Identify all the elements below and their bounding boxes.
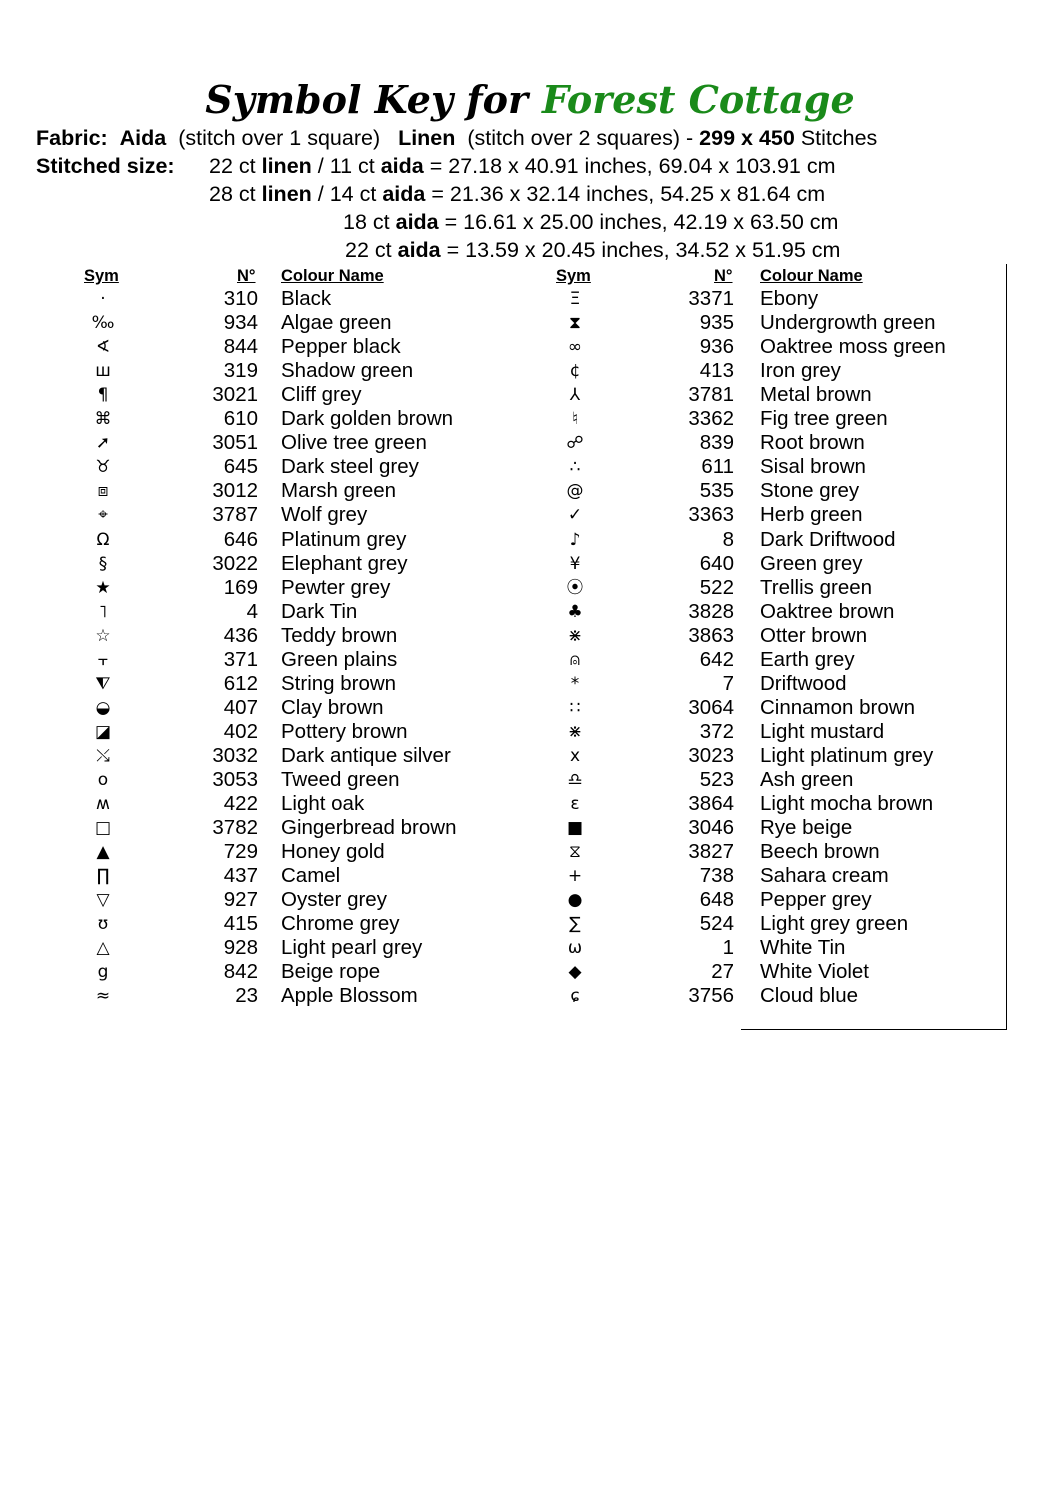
thread-number: 738	[699, 864, 734, 888]
stitch-symbol: ⫟	[97, 649, 109, 670]
colour-name: Earth grey	[760, 647, 855, 671]
thread-number: 319	[223, 359, 258, 383]
left-header-num: N°	[237, 267, 256, 285]
stitch-symbol: ¢	[569, 361, 581, 382]
colour-name: String brown	[281, 671, 397, 695]
colour-name: Dark Tin	[281, 599, 358, 623]
thread-number: 310	[223, 287, 258, 310]
thread-number: 936	[699, 335, 734, 359]
stitch-symbol: ⧖	[569, 842, 581, 863]
thread-number: 3021	[212, 383, 258, 407]
colour-name: Rye beige	[760, 816, 853, 840]
table-right-border	[1006, 264, 1007, 1030]
colour-name: Camel	[281, 864, 341, 888]
colour-name: Fig tree green	[760, 407, 888, 431]
stitch-symbol: ∞	[567, 337, 583, 358]
stitch-symbol: ⌖	[98, 505, 108, 526]
fabric-label: Fabric:	[36, 126, 108, 150]
thread-number: 3828	[688, 599, 734, 623]
colour-name: Otter brown	[760, 623, 868, 647]
thread-number: 3046	[688, 816, 734, 840]
thread-number: 3053	[212, 768, 258, 791]
left-header-sym: Sym	[84, 267, 119, 285]
stitch-symbol: ♎	[567, 770, 583, 790]
colour-name: Iron grey	[760, 359, 841, 383]
colour-name: Dark Driftwood	[760, 527, 896, 551]
thread-number: 1	[722, 936, 734, 960]
thread-number: 3032	[212, 743, 258, 767]
stitch-symbol: ◪	[94, 721, 112, 742]
left-header-name: Colour Name	[281, 267, 384, 285]
colour-name: Metal brown	[760, 383, 872, 407]
stitch-symbol: ✓	[567, 505, 583, 526]
colour-name: White Tin	[760, 936, 846, 960]
thread-number: 535	[699, 479, 734, 503]
pattern-name: Forest Cottage	[542, 77, 855, 122]
stitch-symbol: ∴	[569, 457, 581, 478]
colour-name: Light platinum grey	[760, 743, 934, 767]
colour-name: Light oak	[281, 792, 365, 816]
stitch-count: 299 x 450	[699, 126, 795, 150]
colour-name: Honey gold	[281, 840, 385, 864]
stitch-symbol: ∷	[569, 697, 581, 718]
thread-number: 648	[699, 888, 734, 912]
thread-number: 372	[699, 719, 734, 743]
thread-number: 3864	[688, 792, 734, 816]
stitch-symbol: §	[98, 553, 108, 574]
colour-name: Light mustard	[760, 719, 885, 743]
colour-name: Tweed green	[281, 768, 400, 791]
stitch-symbol: ⦿	[566, 577, 584, 598]
colour-name: Light pearl grey	[281, 936, 423, 960]
stitch-symbol: △	[96, 938, 110, 959]
thread-number: 612	[223, 671, 258, 695]
thread-number: 729	[223, 840, 258, 864]
colour-name: Chrome grey	[281, 912, 400, 936]
stitch-symbol: Ξ	[569, 289, 581, 309]
thread-number: 610	[223, 407, 258, 431]
stitch-symbol: ⍝	[569, 649, 581, 670]
thread-number: 3782	[212, 816, 258, 840]
colour-name: Beech brown	[760, 840, 880, 864]
page-title	[0, 74, 1060, 126]
stitch-symbol: ⧨	[95, 673, 111, 694]
colour-name: Root brown	[760, 431, 865, 455]
stitch-symbol: ■	[566, 818, 584, 839]
stitch-symbol: ☆	[95, 625, 111, 646]
stitch-symbol: ⋇	[567, 721, 583, 742]
stitch-symbol: g	[97, 962, 109, 983]
fabric-linen: Linen	[398, 126, 456, 150]
stitch-symbol: ш	[95, 361, 111, 382]
stitch-symbol: ●	[567, 890, 583, 911]
colour-name: Light grey green	[760, 912, 909, 936]
thread-number: 3023	[688, 743, 734, 767]
thread-number: 645	[223, 455, 258, 479]
colour-name: Oyster grey	[281, 888, 387, 912]
thread-number: 642	[699, 647, 734, 671]
thread-number: 928	[223, 936, 258, 960]
colour-name: Wolf grey	[281, 503, 368, 527]
colour-name: Cinnamon brown	[760, 695, 915, 719]
stitch-symbol: ·	[100, 289, 106, 309]
thread-number: 437	[223, 864, 258, 888]
colour-name: Dark antique silver	[281, 743, 451, 767]
thread-number: 4	[246, 599, 258, 623]
thread-number: 8	[722, 527, 734, 551]
colour-name: Clay brown	[281, 695, 384, 719]
thread-number: 927	[223, 888, 258, 912]
right-header-name: Colour Name	[760, 267, 863, 285]
colour-name: Olive tree green	[281, 431, 427, 455]
stitch-symbol: ♪	[569, 529, 581, 550]
stitched-size-line-2: 28 ct linen / 14 ct aida = 21.36 x 32.14 inches, 54.25 x 81.64 cm	[209, 182, 826, 206]
colour-name: Green grey	[760, 551, 863, 575]
thread-number: 935	[699, 311, 734, 335]
colour-name: Elephant grey	[281, 551, 408, 575]
colour-name: Driftwood	[760, 671, 847, 695]
stitch-symbol: ‰	[91, 313, 115, 334]
stitch-word: Stitches	[800, 126, 878, 150]
stitch-symbol: ♣	[567, 601, 583, 622]
colour-name: Pepper black	[281, 335, 401, 359]
colour-name: Stone grey	[760, 479, 860, 503]
colour-name: Green plains	[281, 647, 398, 671]
thread-number: 640	[699, 551, 734, 575]
stitch-symbol: ☍	[566, 433, 584, 454]
stitched-size-label: Stitched size:	[36, 154, 175, 178]
stitch-symbol: ▽	[96, 890, 110, 911]
colour-name: Cliff grey	[281, 383, 362, 407]
thread-number: 3051	[212, 431, 258, 455]
colour-name: Cloud blue	[760, 984, 859, 1008]
thread-number: 3363	[688, 503, 734, 527]
thread-number: 402	[223, 719, 258, 743]
colour-name: Pottery brown	[281, 719, 408, 743]
stitch-symbol: ∢	[95, 337, 111, 358]
colour-name: Black	[281, 287, 332, 310]
stitch-symbol: ≈	[95, 986, 111, 1007]
thread-number: 27	[711, 960, 734, 984]
stitch-symbol: ♉	[95, 457, 111, 478]
stitch-symbol: ¥	[569, 553, 581, 574]
colour-name: Pewter grey	[281, 575, 391, 599]
thread-number: 3022	[212, 551, 258, 575]
stitch-symbol: ⤯	[96, 745, 110, 766]
colour-name: Algae green	[281, 311, 392, 335]
thread-number: 23	[235, 984, 258, 1008]
thread-number: 3827	[688, 840, 734, 864]
fabric-aida: Aida	[119, 126, 167, 150]
stitch-symbol: ∑	[569, 914, 581, 935]
colour-name: Oaktree moss green	[760, 335, 946, 359]
stitch-symbol: ⧈	[97, 481, 109, 502]
colour-name: Trellis green	[760, 575, 873, 599]
colour-name: White Violet	[760, 960, 870, 984]
stitch-symbol: ɕ	[570, 986, 580, 1007]
stitch-symbol: ⌘	[94, 409, 112, 430]
thread-number: 7	[722, 671, 734, 695]
colour-name: Shadow green	[281, 359, 414, 383]
stitch-symbol: ˥	[98, 601, 108, 622]
colour-name: Apple Blossom	[281, 984, 418, 1008]
thread-number: 422	[223, 792, 258, 816]
thread-number: 3756	[688, 984, 734, 1008]
thread-number: 413	[699, 359, 734, 383]
right-header-sym: Sym	[556, 267, 591, 285]
stitch-symbol: ⋇	[567, 625, 583, 646]
stitch-symbol: ▲	[96, 842, 110, 863]
thread-number: 842	[223, 960, 258, 984]
stitched-size-line-3: 18 ct aida = 16.61 x 25.00 inches, 42.19 x 63.50 cm	[343, 210, 839, 234]
thread-number: 839	[699, 431, 734, 455]
thread-number: 415	[223, 912, 258, 936]
colour-name: Herb green	[760, 503, 863, 527]
colour-name: Ash green	[760, 768, 854, 791]
colour-name: Platinum grey	[281, 527, 407, 551]
colour-name: Marsh green	[281, 479, 397, 503]
thread-number: 3787	[212, 503, 258, 527]
thread-number: 3064	[688, 695, 734, 719]
thread-number: 844	[223, 335, 258, 359]
stitch-symbol: □	[94, 818, 112, 839]
stitch-symbol: ∏	[96, 866, 110, 887]
thread-number: 371	[223, 647, 258, 671]
thread-number: 524	[699, 912, 734, 936]
stitch-symbol: o	[97, 770, 109, 790]
right-header-num: N°	[714, 267, 733, 285]
thread-number: 3371	[688, 287, 734, 310]
thread-number: 3863	[688, 623, 734, 647]
thread-number: 169	[223, 575, 258, 599]
stitch-symbol: ɛ	[570, 794, 580, 815]
stitch-symbol: ◆	[568, 962, 582, 983]
colour-name: Sahara cream	[760, 864, 889, 888]
fabric-aida-note: (stitch over 1 square)	[178, 126, 381, 150]
colour-name: Ebony	[760, 287, 819, 310]
thread-number: 934	[223, 311, 258, 335]
stitch-symbol: ♮	[571, 409, 579, 430]
stitch-symbol: +	[567, 866, 583, 887]
colour-name: Gingerbread brown	[281, 816, 457, 840]
table-bottom-border	[741, 1029, 1007, 1030]
fabric-linen-note: (stitch over 2 squares) -	[467, 126, 694, 150]
thread-number: 3012	[212, 479, 258, 503]
stitch-symbol: x	[569, 745, 581, 766]
thread-number: 522	[699, 575, 734, 599]
thread-number: 523	[699, 768, 734, 791]
stitch-symbol: Ω	[96, 529, 110, 550]
colour-name: Pepper grey	[760, 888, 872, 912]
stitch-symbol: ʍ	[96, 794, 110, 815]
thread-number: 611	[701, 455, 734, 479]
colour-name: Light mocha brown	[760, 792, 934, 816]
stitched-size-line-1: 22 ct linen / 11 ct aida = 27.18 x 40.91 inches, 69.04 x 103.91 cm	[209, 154, 836, 178]
title-prefix: Symbol Key for	[205, 77, 528, 122]
colour-name: Teddy brown	[281, 623, 398, 647]
stitch-symbol: ◒	[95, 697, 111, 718]
stitch-symbol: *	[570, 673, 580, 694]
colour-name: Oaktree brown	[760, 599, 895, 623]
thread-number: 3781	[688, 383, 734, 407]
colour-name: Sisal brown	[760, 455, 866, 479]
stitch-symbol: ω	[567, 938, 583, 959]
stitch-symbol: @	[566, 481, 584, 502]
stitch-symbol: ★	[95, 577, 111, 598]
thread-number: 646	[223, 527, 258, 551]
colour-name: Dark golden brown	[281, 407, 454, 431]
colour-name: Beige rope	[281, 960, 381, 984]
stitch-symbol: ⧗	[569, 313, 581, 334]
stitch-symbol: ⅄	[569, 385, 581, 406]
stitch-symbol: ¶	[97, 385, 109, 406]
colour-name: Dark steel grey	[281, 455, 419, 479]
fabric-line	[36, 124, 877, 152]
stitch-symbol: ʊ	[97, 914, 109, 935]
thread-number: 436	[223, 623, 258, 647]
thread-number: 407	[223, 695, 258, 719]
stitched-size-line-4: 22 ct aida = 13.59 x 20.45 inches, 34.52 x 51.95 cm	[345, 238, 841, 262]
thread-number: 3362	[688, 407, 734, 431]
stitch-symbol: ➚	[95, 433, 111, 454]
colour-name: Undergrowth green	[760, 311, 936, 335]
